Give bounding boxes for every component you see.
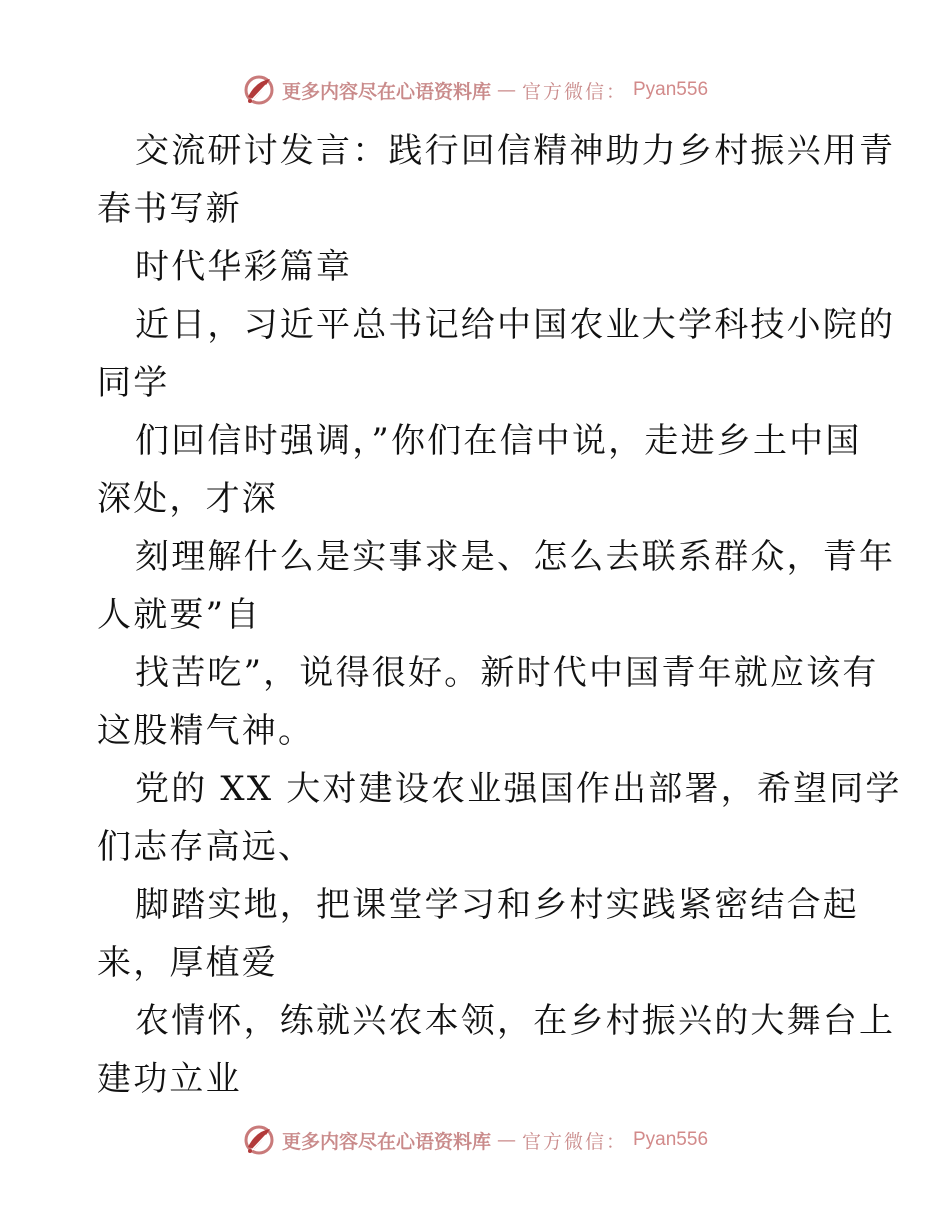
text-line: 来，厚植爱: [97, 943, 278, 983]
text-line: 找苦吃”，说得很好。新时代中国青年就应该有: [135, 653, 879, 693]
watermark-brand: 更多内容尽在心语资料库: [281, 1130, 491, 1153]
watermark-brand: 更多内容尽在心语资料库: [281, 80, 491, 103]
text-line: 深处，才深: [97, 479, 278, 519]
text-line: 交流研讨发言：践行回信精神助力乡村振兴用青: [135, 131, 896, 171]
text-line: 党的 XX 大对建设农业强国作出部署，希望同学: [135, 769, 902, 809]
text-line: 近日，习近平总书记给中国农业大学科技小院的: [135, 305, 896, 345]
text-line: 脚踏实地，把课堂学习和乡村实践紧密结合起: [135, 885, 859, 925]
text-line: 同学: [97, 363, 170, 403]
watermark-separator: —: [496, 79, 516, 101]
text-line: 春书写新: [97, 189, 242, 229]
footer-watermark: [0, 1120, 950, 1160]
document-body: [97, 122, 902, 1108]
header-watermark: [0, 70, 950, 110]
watermark-official-label: 官方微信：: [521, 80, 627, 103]
text-line: 这股精气神。: [97, 711, 315, 751]
watermark-official-label: 官方微信：: [521, 1130, 627, 1153]
text-line: 时代华彩篇章: [135, 247, 353, 287]
watermark-wechat-id: Pyan556: [633, 79, 709, 100]
text-line: 农情怀，练就兴农本领，在乡村振兴的大舞台上: [135, 1001, 896, 1041]
text-line: 刻理解什么是实事求是、怎么去联系群众，青年: [135, 537, 896, 577]
text-line: 建功立业: [97, 1059, 242, 1099]
watermark-wechat-id: Pyan556: [633, 1129, 709, 1150]
watermark-separator: —: [496, 1129, 516, 1151]
text-line: 们志存高远、: [97, 827, 315, 867]
text-line: 们回信时强调，”你们在信中说，走进乡土中国: [135, 421, 862, 461]
pen-logo-icon: [242, 73, 276, 107]
text-line: 人就要”自: [97, 595, 262, 635]
pen-logo-icon: [242, 1123, 276, 1157]
